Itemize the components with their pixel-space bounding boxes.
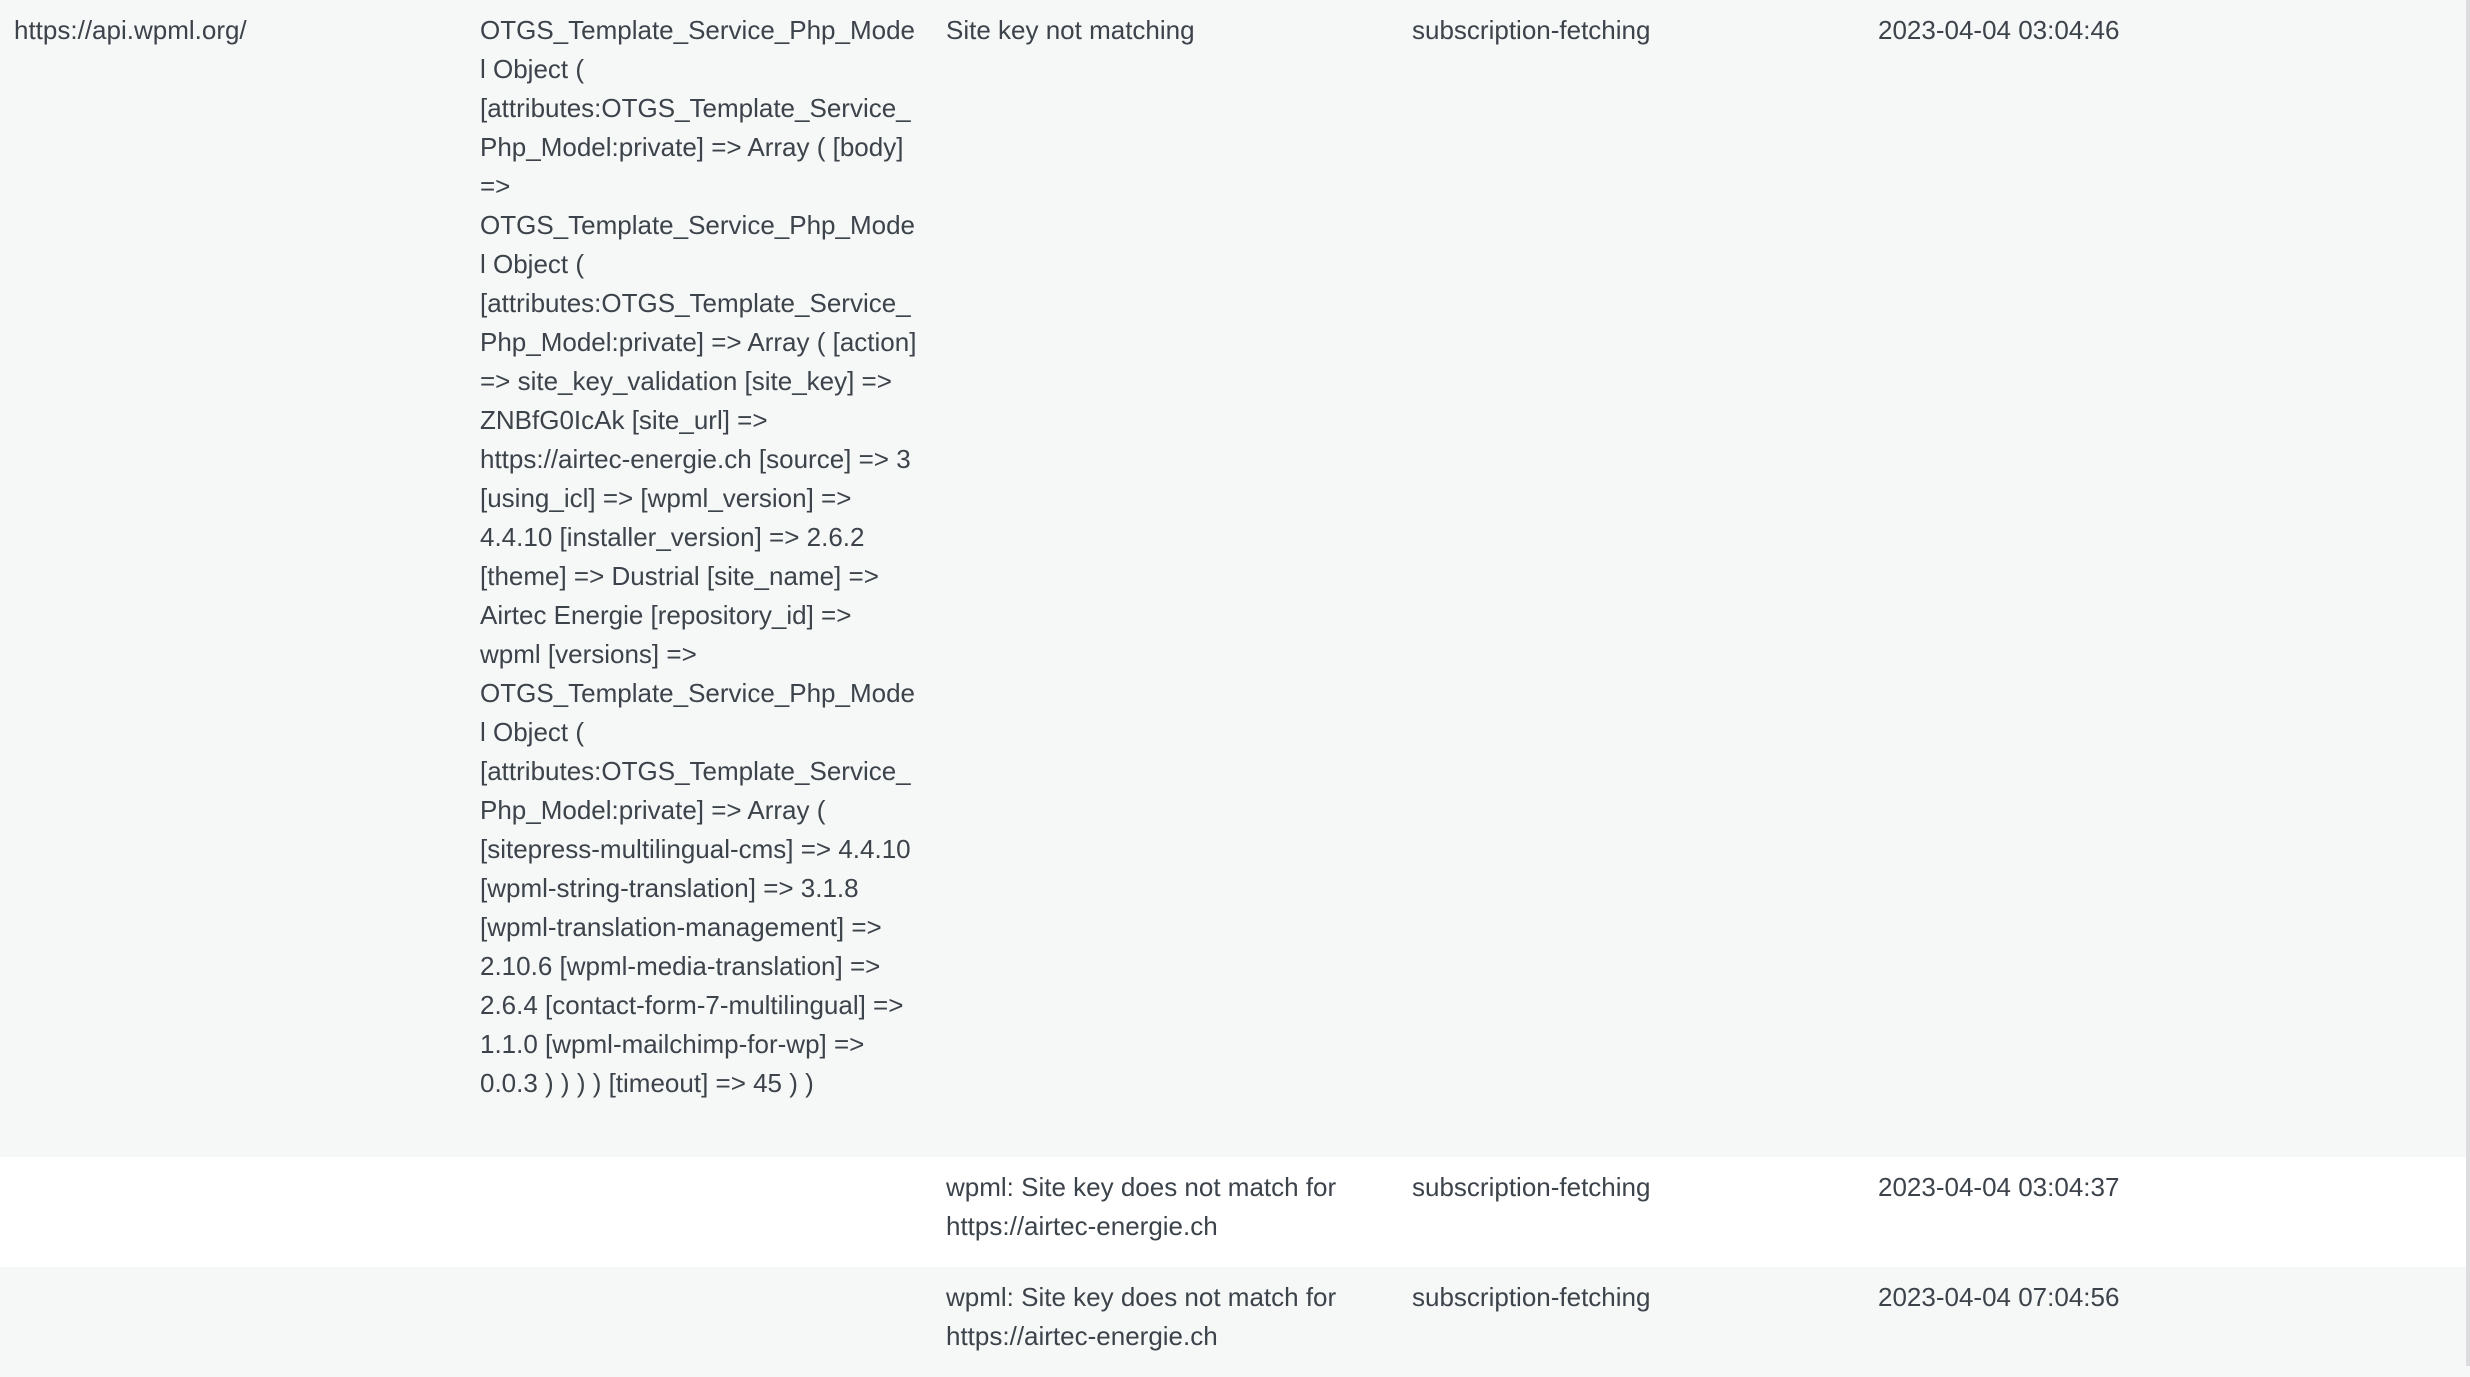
log-response-cell: Site key not matching (946, 15, 1195, 45)
log-url-cell: https://api.wpml.org/ (14, 15, 247, 45)
log-request-cell (466, 1267, 932, 1377)
log-component-cell: subscription-fetching (1412, 15, 1651, 45)
table-row (0, 1157, 2466, 1267)
log-time-cell: 2023-04-04 03:04:46 (1878, 15, 2120, 45)
log-time-cell: 2023-04-04 07:04:56 (1878, 1282, 2120, 1312)
vertical-scrollbar[interactable] (2466, 0, 2470, 1366)
log-response-cell: wpml: Site key does not match for https://airtec-energie.ch (946, 1282, 1337, 1351)
log-request-cell: OTGS_Template_Service_Php_Model Object ( [attributes:OTGS_Template_Service_Php_Model:private] => Array ( [body] => OTGS_Template_Service_Php_Model Object ( [attributes:OTGS_Template_Service_Php_Model:private] => Array ( [action] => site_key_validation [site_key] => ZNBfG0IcAk [site_url] => https://airtec-energie.ch [source] => 3 [using_icl] => [wpml_version] => 4.4.10 [installer_version] => 2.6.2 [theme] => Dustrial [site_name] => Airtec Energie [repository_id] => wpml [versions] => OTGS_Template_Service_Php_Model Object ( [attributes:OTGS_Template_Service_Php_Model:private] => Array ( [sitepress-multilingual-cms] => 4.4.10 [wpml-string-translation] => 3.1.8 [wpml-translation-management] => 2.10.6 [wpml-media-translation] => 2.6.4 [contact-form-7-multilingual] => 1.1.0 [wpml-mailchimp-for-wp] => 0.0.3 ) ) ) ) [timeout] => 45 ) ) (480, 15, 917, 1098)
log-component-cell: subscription-fetching (1412, 1282, 1651, 1312)
log-component-cell: subscription-fetching (1412, 1172, 1651, 1202)
log-url-cell (0, 1267, 466, 1377)
log-response-cell: wpml: Site key does not match for https://airtec-energie.ch (946, 1172, 1337, 1241)
log-request-cell (466, 1157, 932, 1267)
log-url-cell (0, 1157, 466, 1267)
table-row (0, 1267, 2466, 1377)
log-time-cell: 2023-04-04 03:04:37 (1878, 1172, 2120, 1202)
